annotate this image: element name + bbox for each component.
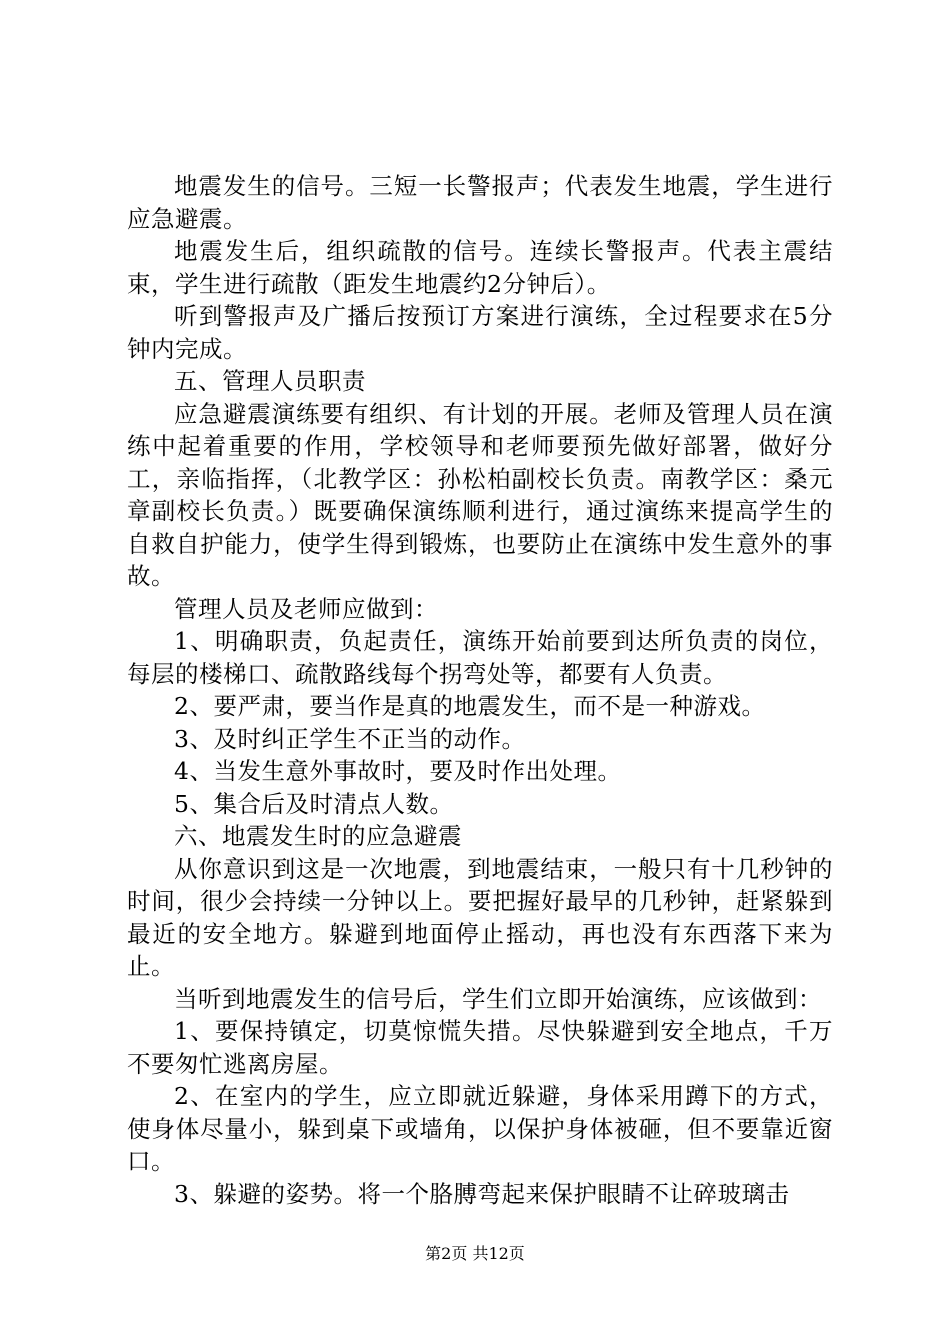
paragraph-management-intro: 应急避震演练要有组织、有计划的开展。老师及管理人员在演练中起着重要的作用，学校领导和老师要预先做好部署，做好分工，亲临指挥，（北教学区：孙松柏副校长负责。南教学区：桑元章副校长负责。）既要确保演练顺利进行，通过演练来提高学生的自救自护能力，使学生得到锻炼，也要防止在演练中发生意外的事故。	[127, 399, 833, 590]
paragraph-management-lead: 管理人员及老师应做到：	[174, 594, 438, 623]
section-heading-5: 五、管理人员职责	[174, 367, 366, 395]
list-item-management-2: 2、要严肃，要当作是真的地震发生，而不是一种游戏。	[174, 692, 766, 720]
paragraph-avoidance-intro: 从你意识到这是一次地震，到地震结束，一般只有十几秒钟的时间，很少会持续一分钟以上。要把握好最早的几秒钟，赶紧躲到最近的安全地方。躲避到地面停止摇动，再也没有东西落下来为止。	[127, 854, 833, 980]
paragraph-signal-earthquake: 地震发生的信号。三短一长警报声；代表发生地震，学生进行应急避震。	[127, 172, 833, 233]
paragraph-signal-evacuation: 地震发生后，组织疏散的信号。连续长警报声。代表主震结束，学生进行疏散（距发生地震约2分钟后）。	[127, 237, 833, 298]
list-item-avoidance-2: 2、在室内的学生，应立即就近躲避，身体采用蹲下的方式，使身体尽量小，躲到桌下或墙角，以保护身体被砸，但不要靠近窗口。	[127, 1082, 833, 1175]
list-item-management-3: 3、及时纠正学生不正当的动作。	[174, 724, 526, 753]
list-item-management-5: 5、集合后及时清点人数。	[174, 789, 454, 818]
paragraph-avoidance-lead: 当听到地震发生的信号后，学生们立即开始演练，应该做到：	[174, 984, 822, 1013]
document-body	[127, 170, 833, 1210]
list-item-management-4: 4、当发生意外事故时，要及时作出处理。	[174, 757, 622, 785]
page-number-footer: 第2页 共12页	[425, 1244, 525, 1263]
list-item-avoidance-3: 3、躲避的姿势。将一个胳膊弯起来保护眼睛不让碎玻璃击	[174, 1179, 790, 1208]
paragraph-drill-duration: 听到警报声及广播后按预订方案进行演练，全过程要求在5分钟内完成。	[127, 302, 833, 363]
list-item-management-1: 1、明确职责，负起责任，演练开始前要到达所负责的岗位，每层的楼梯口、疏散路线每个拐弯处等，都要有人负责。	[127, 627, 833, 688]
list-item-avoidance-1: 1、要保持镇定，切莫惊慌失措。尽快躲避到安全地点，千万不要匆忙逃离房屋。	[127, 1017, 833, 1078]
section-heading-6: 六、地震发生时的应急避震	[174, 822, 462, 850]
